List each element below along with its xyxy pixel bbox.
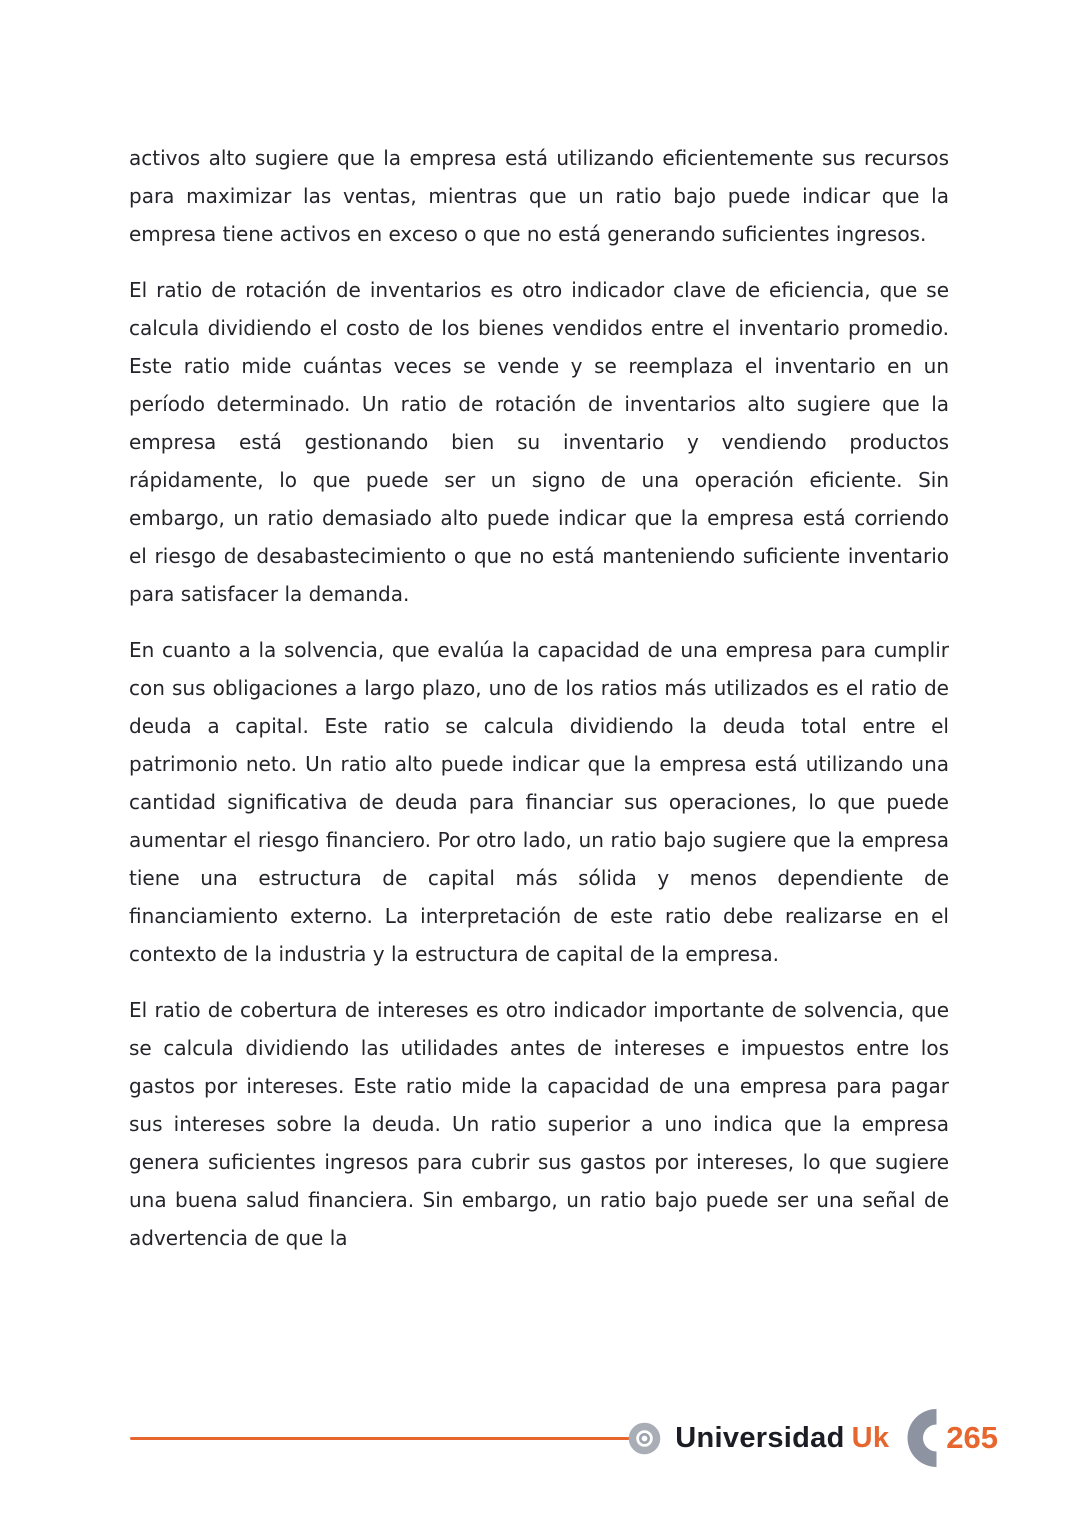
footer-divider-line [130, 1437, 630, 1440]
body-paragraph: En cuanto a la solvencia, que evalúa la capacidad de una empresa para cumplir con sus obligaciones a largo plazo, uno de los ratios más utilizados es el ratio de deuda a capital. Este ratio se calcula dividiendo la deuda total entre el patrimonio neto. Un ratio alto puede indicar que la empresa está utilizando una cantidad significativa de deuda para financiar sus operaciones, lo que puede aumentar el riesgo financiero. Por otro lado, un ratio bajo sugiere que la empresa tiene una estructura de capital más sólida y menos dependiente de financiamiento externo. La interpretación de este ratio debe realizarse en el contexto de la industria y la estructura de capital de la empresa. [129, 638, 949, 966]
crescent-icon [907, 1409, 937, 1467]
body-paragraph: El ratio de cobertura de intereses es otro indicador importante de solvencia, que se calcula dividiendo las utilidades antes de intereses e impuestos entre los gastos por intereses. Este ratio mide la capacidad de una empresa para pagar sus intereses sobre la deuda. Un ratio superior a uno indica que la empresa genera suficientes ingresos para cubrir sus gastos por intereses, lo que sugiere una buena salud financiera. Sin embargo, un ratio bajo puede ser una señal de advertencia de que la [129, 998, 949, 1250]
brand-logo [675, 1422, 889, 1455]
page-body-text [129, 139, 949, 1275]
brand-suffix: Uk [851, 1421, 890, 1454]
body-paragraph: El ratio de rotación de inventarios es otro indicador clave de eficiencia, que se calcula dividiendo el costo de los bienes vendidos entre el inventario promedio. Este ratio mide cuántas veces se vende y se reemplaza el inventario en un período determinado. Un ratio de rotación de inventarios alto sugiere que la empresa está gestionando bien su inventario y vendiendo productos rápidamente, lo que puede ser un signo de una operación eficiente. Sin embargo, un ratio demasiado alto puede indicar que la empresa está corriendo el riesgo de desabastecimiento o que no está manteniendo suficiente inventario para satisfacer la demanda. [129, 278, 949, 606]
body-paragraph: activos alto sugiere que la empresa está utilizando eficientemente sus recursos para maximizar las ventas, mientras que un ratio bajo puede indicar que la empresa tiene activos en exceso o que no está generando suficientes ingresos. [129, 146, 949, 246]
brand-name: Universidad [675, 1421, 845, 1454]
page-footer [130, 1406, 998, 1470]
target-icon [628, 1422, 661, 1455]
page-number: 265 [946, 1420, 998, 1455]
